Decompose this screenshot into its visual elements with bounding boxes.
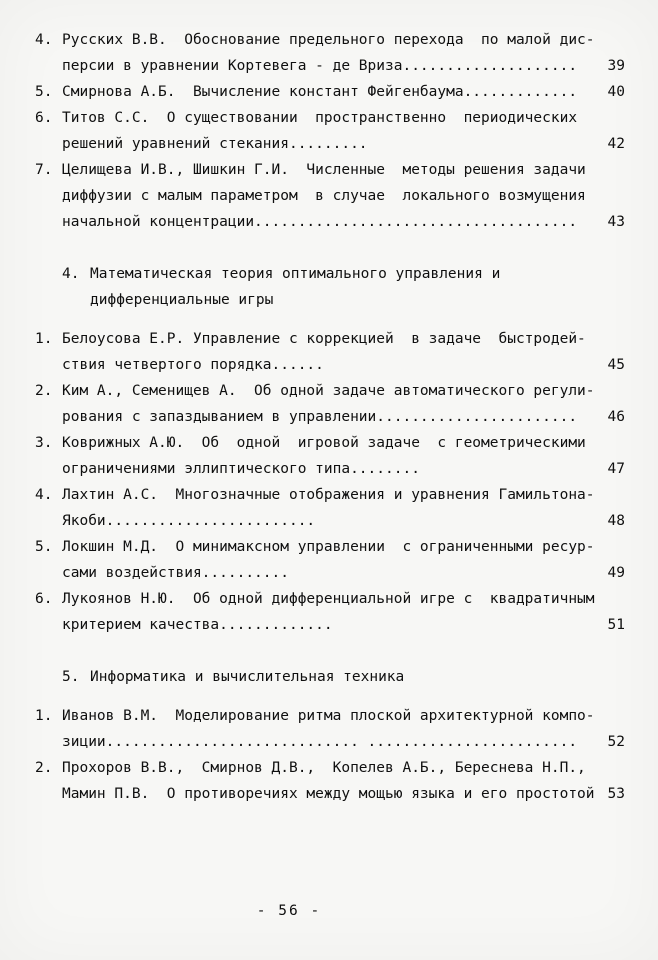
entry-line: Коврижных А.Ю. Об одной игровой задаче с геометрическими [62,435,586,451]
toc-entry [35,326,625,378]
section-heading [62,261,625,313]
toc-item-group [35,326,625,638]
heading-line: Информатика и вычислительная техника [90,669,405,685]
entry-line: Белоусова Е.Р. Управление с коррекцией в задаче быстродей- [62,331,586,347]
entry-number: 5. [35,539,53,555]
entry-number: 4. [35,32,53,48]
toc-item-group [35,27,625,235]
toc-entry [35,378,625,430]
footer-page-number: - 56 - [256,903,322,919]
toc-entry [35,105,625,157]
toc-entry [35,703,625,755]
toc-item-group [35,703,625,807]
entry-page: 43 [607,214,625,230]
section-title [90,261,500,313]
entry-line: Целищева И.В., Шишкин Г.И. Численные методы решения задачи [62,162,586,178]
page-footer [0,898,618,924]
entry-number: 7. [35,162,53,178]
entry-number: 6. [35,110,53,126]
entry-line: зиции............................. ........................ [62,734,578,750]
entry-number: 6. [35,591,53,607]
entry-line: диффузии с малым параметром в случае локального возмущения [62,188,586,204]
entry-line: Лукоянов Н.Ю. Об одной дифференциальной игре с квадратичным [62,591,595,607]
entry-text [62,482,595,534]
entry-line: сами воздействия.......... [62,565,289,581]
entry-text [62,378,595,430]
entry-line: Смирнова А.Б. Вычисление констант Фейгенбаума............. [62,84,578,100]
toc-entry [35,79,625,105]
entry-line: рования с запаздыванием в управлении....................... [62,409,578,425]
entry-line: Иванов В.М. Моделирование ритма плоской архитектурной компо- [62,708,595,724]
entry-text [62,586,595,638]
entry-number: 1. [35,331,53,347]
entry-text [62,27,595,79]
toc-entry [35,586,625,638]
entry-text [62,105,591,157]
toc-entry [35,755,625,807]
entry-line: Мамин П.В. О противоречиях между мощью языка и его простотой [62,786,595,802]
entry-line: Локшин М.Д. О минимаксном управлении с ограниченными ресур- [62,539,595,555]
entry-number: 4. [35,487,53,503]
entry-text [62,157,591,235]
section-number: 5. [62,669,80,685]
entry-number: 2. [35,383,53,399]
heading-line: дифференциальные игры [90,292,274,308]
entry-page: 45 [607,357,625,373]
entry-number: 3. [35,435,53,451]
entry-page: 46 [607,409,625,425]
entry-page: 39 [607,58,625,74]
entry-line: Русских В.В. Обоснование предельного перехода по малой дис- [62,32,595,48]
entry-page: 47 [607,461,625,477]
entry-line: Лахтин А.С. Многозначные отображения и уравнения Гамильтона- [62,487,595,503]
toc-entry [35,430,625,482]
entry-line: Ким А., Семенищев А. Об одной задаче автоматического регули- [62,383,595,399]
entry-line: Титов С.С. О существовании пространственно периодических [62,110,578,126]
toc [35,27,625,807]
entry-page: 53 [607,786,625,802]
entry-number: 2. [35,760,53,776]
toc-entry [35,534,625,586]
entry-line: Прохоров В.В., Смирнов Д.В., Копелев А.Б., Береснева Н.П., [62,760,586,776]
entry-line: критерием качества............. [62,617,333,633]
entry-page: 40 [607,84,625,100]
entry-number: 5. [35,84,53,100]
entry-text [62,755,595,807]
section-title [90,664,404,690]
entry-line: ограничениями эллиптического типа........ [62,461,420,477]
toc-entry [35,157,625,235]
entry-page: 42 [607,136,625,152]
entry-line: начальной концентрации..................................... [62,214,578,230]
toc-entry [35,482,625,534]
entry-page: 48 [607,513,625,529]
entry-page: 51 [607,617,625,633]
entry-page: 49 [607,565,625,581]
entry-text [62,430,591,482]
entry-text [62,326,591,378]
entry-text [62,79,591,105]
entry-number: 1. [35,708,53,724]
toc-entry [35,27,625,79]
heading-line: Математическая теория оптимального управления и [90,266,501,282]
section-number: 4. [62,266,80,282]
entry-text [62,703,595,755]
entry-text [62,534,595,586]
section-heading [62,664,625,690]
entry-line: ствия четвертого порядка...... [62,357,324,373]
entry-page: 52 [607,734,625,750]
entry-line: решений уравнений стекания......... [62,136,368,152]
entry-line: персии в уравнении Кортевега - де Вриза.................... [62,58,578,74]
entry-line: Якоби........................ [62,513,316,529]
